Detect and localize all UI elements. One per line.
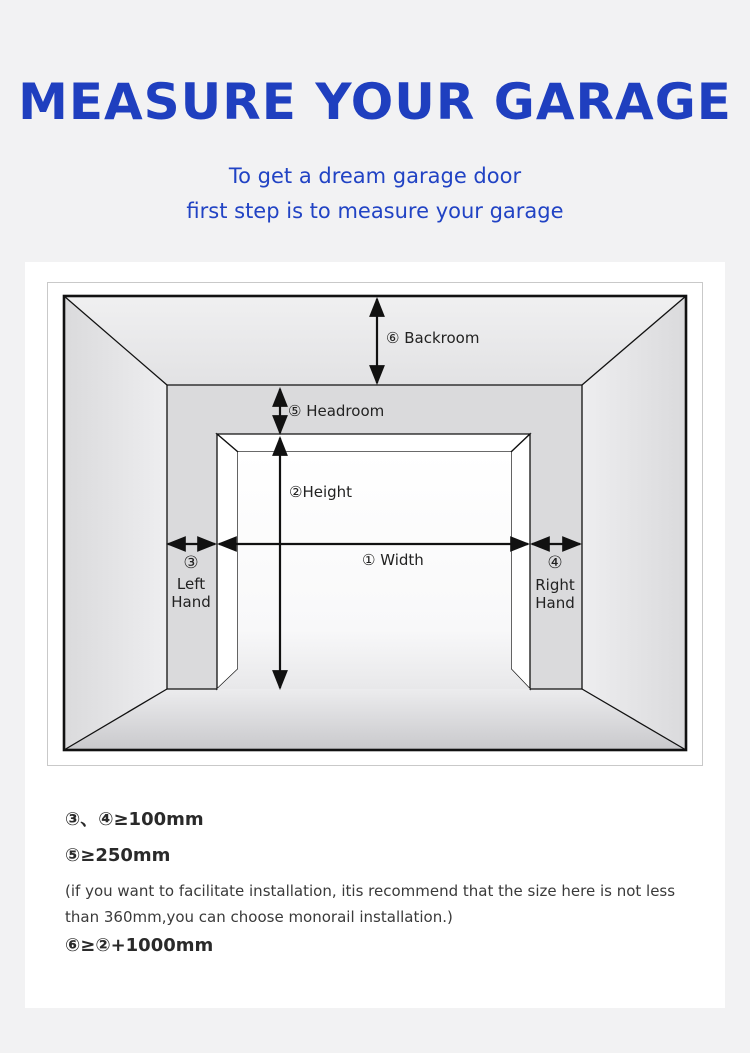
requirement-backroom: ⑥≥②+1000mm	[65, 935, 214, 956]
door-jamb-left	[217, 434, 238, 689]
requirement-headroom: ⑤≥250mm	[65, 845, 171, 866]
floor-face	[64, 689, 686, 750]
requirement-headroom-note: (if you want to facilitate installation, itis recommend that the size here is not less than 360mm,you can choose monorail installation.)	[65, 882, 676, 926]
label-left-number: ③	[183, 553, 199, 573]
door-jamb-right	[511, 434, 530, 689]
garage-diagram	[48, 283, 702, 765]
label-width: ① Width	[362, 551, 424, 569]
label-left-line2: Hand	[171, 593, 211, 611]
content-card	[25, 262, 725, 1008]
subtitle-line-2: first step is to measure your garage	[186, 199, 564, 223]
label-left-line1: Left	[176, 575, 206, 593]
label-height: ②Height	[289, 483, 353, 501]
label-right-number: ④	[547, 553, 563, 573]
garage-diagram-frame	[47, 282, 703, 766]
subtitle-line-1: To get a dream garage door	[228, 164, 522, 188]
door-opening	[217, 452, 530, 689]
label-headroom: ⑤ Headroom	[288, 402, 385, 420]
ceiling-face	[64, 296, 686, 385]
label-right-line1: Right	[535, 576, 575, 594]
requirement-side-clearance: ③、④≥100mm	[65, 809, 204, 830]
label-right-line2: Hand	[535, 594, 575, 612]
label-backroom: ⑥ Backroom	[386, 329, 480, 347]
page-title: MEASURE YOUR GARAGE	[18, 73, 732, 131]
door-frame-top	[217, 434, 530, 452]
